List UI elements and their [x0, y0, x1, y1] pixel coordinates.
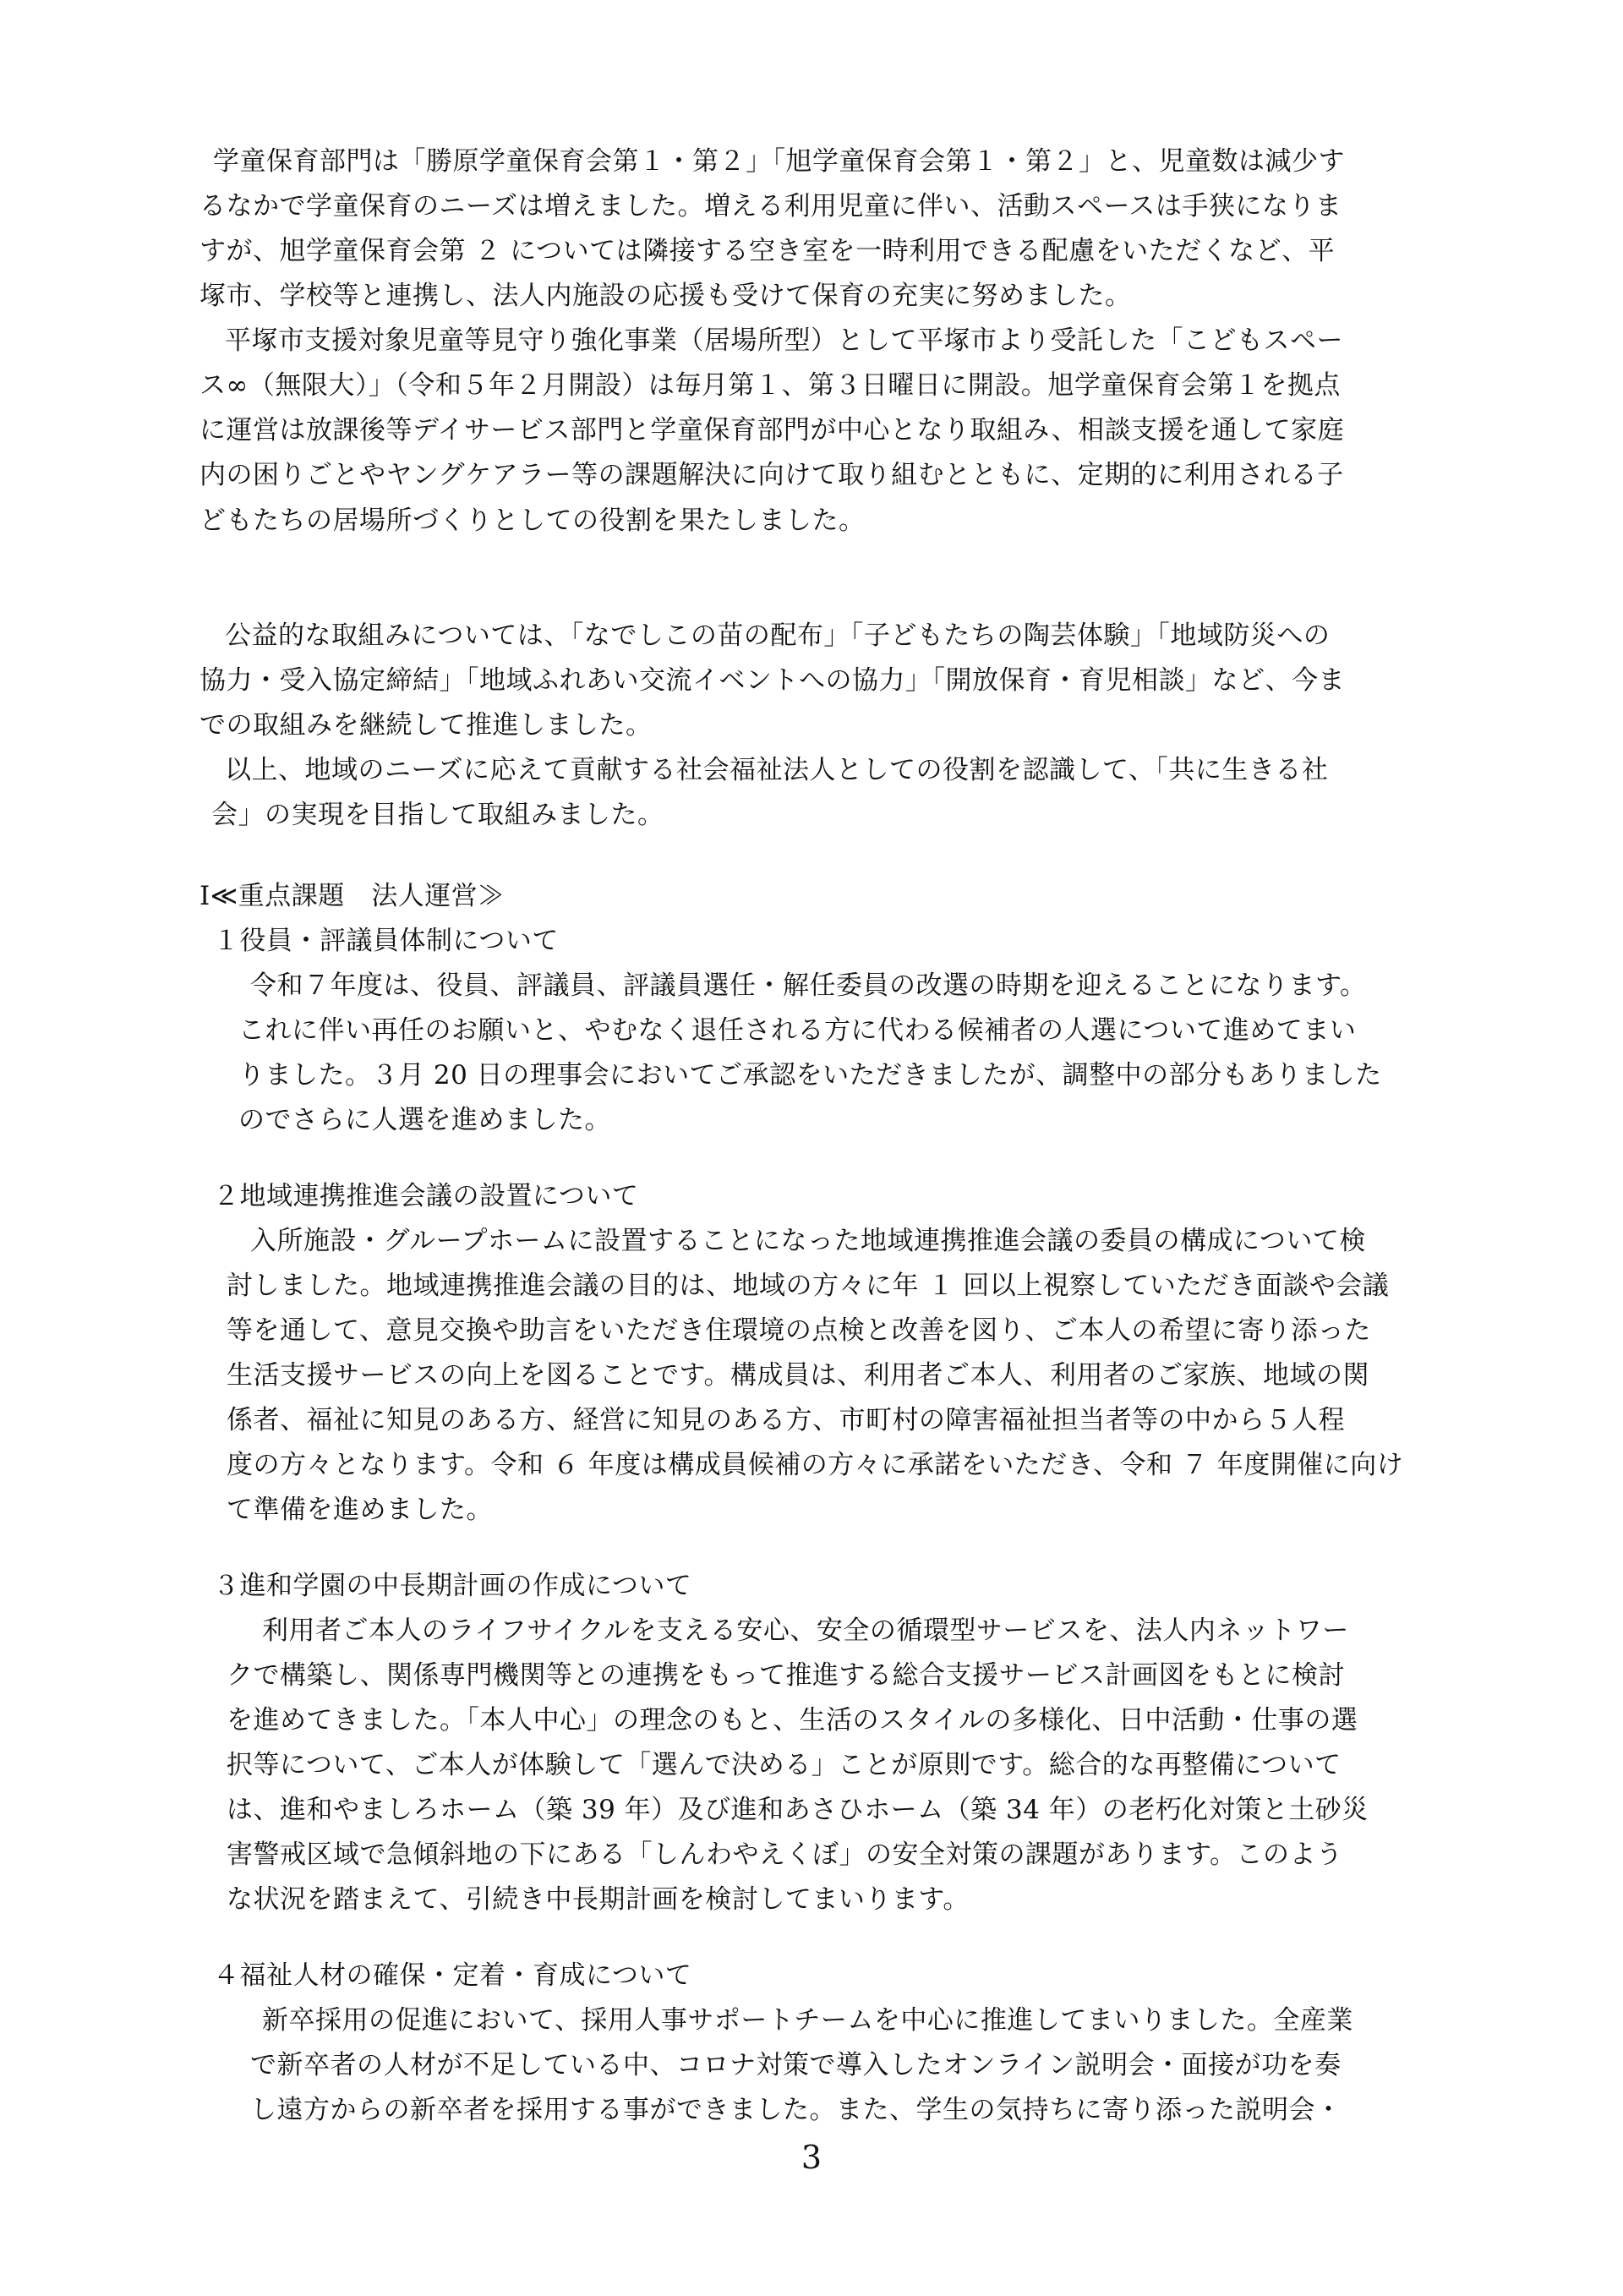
paragraph-line: 択等について、ご本人が体験して「選んで決める」ことが原則です。総合的な再整備について	[227, 1750, 1342, 1780]
paragraph-line: 平塚市支援対象児童等見守り強化事業（居場所型）として平塚市より受託した「こどもスペー	[225, 325, 1343, 356]
paragraph-line: 利用者ご本人のライフサイクルを支える安心、安全の循環型サービスを、法人内ネットワー	[262, 1615, 1349, 1646]
paragraph-line: 害警戒区域で急傾斜地の下にある「しんわやえくぼ」の安全対策の課題があります。このよう	[227, 1840, 1343, 1870]
paragraph-line: て準備を進めました。	[227, 1495, 493, 1525]
paragraph-line: 等を通して、意見交換や助言をいただき住環境の点検と改善を図り、ご本人の希望に寄り添った	[227, 1315, 1371, 1346]
paragraph-line: 度の方々となります。令和 ６ 年度は構成員候補の方々に承諾をいただき、令和 ７ 年度開催に向け	[227, 1450, 1404, 1480]
paragraph-line: に運営は放課後等デイサービス部門と学童保育部門が中心となり取組み、相談支援を通して家庭	[199, 415, 1345, 446]
subsection-title: １役員・評議員体制について	[213, 926, 559, 956]
paragraph-line: 塚市、学校等と連携し、法人内施設の応援も受けて保育の充実に努めました。	[199, 281, 1132, 311]
paragraph-line: クで構築し、関係専門機関等との連携をもって推進する総合支援サービス計画図をもとに検討	[227, 1660, 1345, 1691]
paragraph-line: 以上、地域のニーズに応えて貢献する社会福祉法人としての役割を認識して、「共に生きる社	[225, 755, 1329, 785]
paragraph-line: りました。３月 20 日の理事会においてご承認をいただきましたが、調整中の部分もありました	[238, 1060, 1382, 1091]
paragraph-line: での取組みを継続して推進しました。	[199, 710, 653, 741]
paragraph-line: どもたちの居場所づくりとしての役割を果たしました。	[199, 506, 866, 536]
paragraph-line: 係者、福祉に知見のある方、経営に知見のある方、市町村の障害福祉担当者等の中から５人程	[227, 1405, 1345, 1435]
paragraph-line: 会」の実現を目指して取組みました。	[211, 800, 664, 830]
paragraph-line: 令和７年度は、役員、評議員、評議員選任・解任委員の改選の時期を迎えることになります。	[250, 970, 1367, 1001]
subsection-title: ２地域連携推進会議の設置について	[213, 1181, 639, 1211]
paragraph-line: 協力・受入協定締結」「地域ふれあい交流イベントへの協力」「開放保育・育児相談」など、今ま	[199, 665, 1345, 696]
paragraph-line: 新卒採用の促進において、採用人事サポートチームを中心に推進してまいりました。全産業	[262, 2005, 1353, 2036]
paragraph-line: 討しました。地域連携推進会議の目的は、地域の方々に年 １ 回以上視察していただき面談や会議	[227, 1271, 1390, 1301]
subsection-title: ４福祉人材の確保・定着・育成について	[213, 1960, 692, 1991]
subsection-title: ３進和学園の中長期計画の作成について	[213, 1571, 692, 1601]
paragraph-line: し遠方からの新卒者を採用する事ができました。また、学生の気持ちに寄り添った説明会・	[250, 2095, 1342, 2125]
paragraph-line: 生活支援サービスの向上を図ることです。構成員は、利用者ご本人、利用者のご家族、地域の関	[227, 1360, 1370, 1391]
paragraph-line: は、進和やましろホーム（築 39 年）及び進和あさひホーム（築 34 年）の老朽化対策と土砂災	[227, 1795, 1369, 1825]
paragraph-line: のでさらに人選を進めました。	[238, 1105, 611, 1135]
paragraph-line: 公益的な取組みについては、「なでしこの苗の配布」「子どもたちの陶芸体験」「地域防災への	[225, 620, 1331, 651]
paragraph-line: るなかで学童保育のニーズは増えました。増える利用児童に伴い、活動スペースは手狭になりま	[199, 191, 1342, 221]
paragraph-line: これに伴い再任のお願いと、やむなく退任される方に代わる候補者の人選について進めてまい	[238, 1015, 1357, 1046]
paragraph-line: ス∞（無限大）」（令和５年２月開設）は毎月第１、第３日曜日に開設。旭学童保育会第１を拠点	[199, 370, 1341, 401]
paragraph-line: すが、旭学童保育会第 ２ については隣接する空き室を一時利用できる配慮をいただくなど、平	[199, 236, 1336, 266]
paragraph-line: 入所施設・グループホームに設置することになった地域連携推進会議の委員の構成について検	[250, 1226, 1366, 1256]
paragraph-line: で新卒者の人材が不足している中、コロナ対策で導入したオンライン説明会・面接が功を奏	[250, 2050, 1342, 2080]
paragraph-line: な状況を踏まえて、引続き中長期計画を検討してまいります。	[227, 1884, 970, 1915]
paragraph-line: を進めてきました。「本人中心」の理念のもと、生活のスタイルの多様化、日中活動・仕事の選	[227, 1705, 1358, 1736]
paragraph-line: 内の困りごとやヤングケアラー等の課題解決に向けて取り組むとともに、定期的に利用される子	[199, 460, 1344, 490]
section-heading: Ⅰ≪重点課題 法人運営≫	[199, 881, 505, 911]
page-number: 3	[801, 2139, 822, 2176]
paragraph-line: 学童保育部門は「勝原学童保育会第１・第２」「旭学童保育会第１・第２」と、児童数は減少す	[213, 146, 1345, 177]
